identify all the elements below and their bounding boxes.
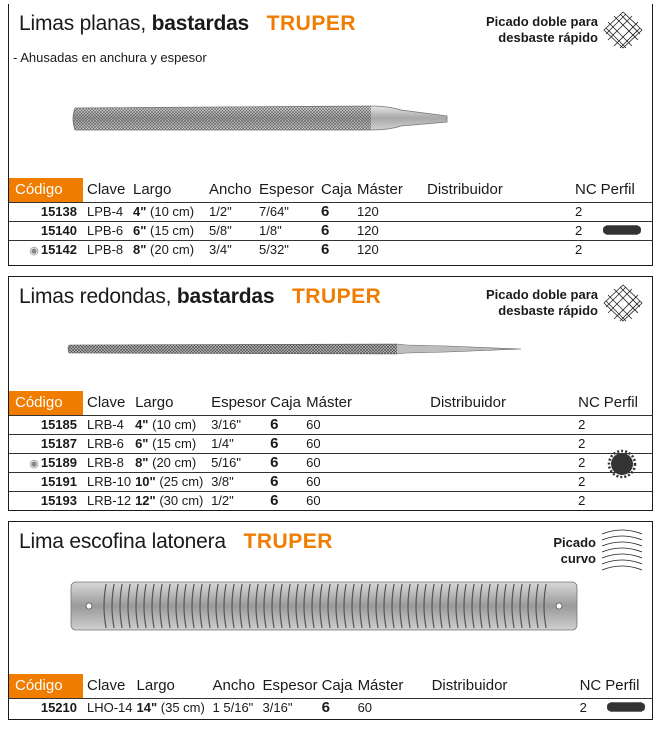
largo-cm: (30 cm) <box>159 493 204 509</box>
col-ancho: Ancho <box>209 181 252 199</box>
col-nc: NC <box>575 181 597 199</box>
clave-cell: LPB-4 <box>83 202 129 221</box>
col-perfil: Perfil <box>603 394 638 412</box>
caja-cell: 6 <box>266 434 302 453</box>
largo-in: 4" <box>133 204 147 219</box>
master-cell: 60 <box>302 491 426 510</box>
col-codigo: Código <box>9 178 83 202</box>
col-ancho: Ancho <box>212 677 256 695</box>
double-cut-pattern-icon <box>602 10 644 50</box>
largo-in: 12" <box>135 493 156 509</box>
table-row <box>9 202 652 221</box>
col-espesor: Espesor <box>262 677 318 695</box>
perfil-cell <box>597 202 652 221</box>
nc-cell: 2 <box>574 415 600 434</box>
round-profile-icon <box>607 449 637 479</box>
table-row <box>9 434 652 453</box>
clave-cell: LRB-12 <box>83 491 131 510</box>
master-cell: 60 <box>354 698 428 717</box>
clave-cell: LRB-6 <box>83 434 131 453</box>
distribuidor-cell <box>426 415 574 434</box>
section-limas-planas <box>8 4 653 266</box>
picado-line-1: Picado <box>553 535 596 550</box>
espesor-cell: 1/8" <box>255 221 317 240</box>
codigo-cell: 15185 <box>9 415 83 434</box>
caja-cell: 6 <box>317 240 353 259</box>
perfil-cell <box>600 415 652 434</box>
largo-in: 8" <box>135 455 149 470</box>
round-file-image <box>67 341 523 355</box>
col-nc: NC <box>578 394 600 412</box>
col-master: Máster <box>306 394 352 412</box>
half-round-profile-icon <box>605 702 647 712</box>
picado-line-2: desbaste rápido <box>498 303 598 318</box>
table-row <box>9 491 652 510</box>
largo-cm: (15 cm) <box>150 223 195 238</box>
col-master: Máster <box>357 181 403 199</box>
nc-cell: 2 <box>574 434 600 453</box>
eye-icon: ◉ <box>29 245 39 258</box>
clave-cell: LPB-8 <box>83 240 129 259</box>
nc-cell: 2 <box>574 491 600 510</box>
title-regular: Limas redondas, <box>19 285 172 308</box>
ancho-cell: 1/2" <box>205 202 255 221</box>
largo-cm: (10 cm) <box>150 204 195 219</box>
eye-icon: ◉ <box>29 458 39 470</box>
master-cell: 120 <box>353 240 423 259</box>
col-nc: NC <box>579 677 602 695</box>
master-cell: 60 <box>302 434 426 453</box>
master-cell: 60 <box>302 472 426 491</box>
codigo-value: 15142 <box>40 242 77 258</box>
clave-cell: LHO-14 <box>83 698 133 717</box>
table-row <box>9 240 652 259</box>
col-espesor: Espesor <box>259 181 315 199</box>
col-espesor: Espesor <box>211 394 267 412</box>
ancho-cell: 3/4" <box>205 240 255 259</box>
codigo-cell <box>9 453 83 472</box>
title-bold: bastardas <box>151 12 250 35</box>
caja-cell: 6 <box>317 202 353 221</box>
col-largo: Largo <box>133 181 172 199</box>
col-clave: Clave <box>87 181 126 199</box>
largo-cell <box>133 698 209 717</box>
espesor-cell: 1/4" <box>207 434 266 453</box>
clave-cell: LRB-10 <box>83 472 131 491</box>
col-largo: Largo <box>136 677 175 695</box>
codigo-value: 15189 <box>40 455 77 470</box>
distribuidor-cell <box>423 221 571 240</box>
distribuidor-cell <box>423 202 571 221</box>
col-distribuidor: Distribuidor <box>427 181 503 199</box>
title-regular: Limas planas, <box>19 12 146 35</box>
col-distribuidor: Distribuidor <box>430 394 506 412</box>
brand-logo: TRUPER <box>243 530 333 553</box>
espesor-cell: 3/16" <box>259 698 318 717</box>
flat-profile-icon <box>601 225 643 235</box>
table-row <box>9 415 652 434</box>
brand-logo: TRUPER <box>266 12 357 35</box>
double-cut-pattern-icon <box>602 283 644 323</box>
col-distribuidor: Distribuidor <box>431 677 508 695</box>
codigo-cell: 15187 <box>9 434 83 453</box>
caja-cell: 6 <box>317 221 353 240</box>
title-bold: bastardas <box>176 285 275 308</box>
caja-cell: 6 <box>266 453 302 472</box>
nc-cell: 2 <box>571 202 597 221</box>
nc-cell: 2 <box>571 221 597 240</box>
espesor-cell: 7/64" <box>255 202 317 221</box>
curved-cut-pattern-icon <box>600 528 644 574</box>
section-subtitle: - Ahusadas en anchura y espesor <box>13 50 207 65</box>
largo-cm: (10 cm) <box>152 417 197 432</box>
distribuidor-cell <box>426 472 574 491</box>
picado-line-2: curvo <box>560 551 596 566</box>
codigo-cell: 15191 <box>9 472 83 491</box>
perfil-cell <box>600 491 652 510</box>
largo-in: 10" <box>135 474 156 489</box>
largo-cell <box>131 472 207 491</box>
ancho-cell: 5/8" <box>205 221 255 240</box>
largo-cell <box>131 415 207 434</box>
master-cell: 120 <box>353 202 423 221</box>
product-table <box>9 674 652 717</box>
largo-cell <box>129 202 205 221</box>
table-row <box>9 221 652 240</box>
col-clave: Clave <box>87 677 126 695</box>
table-row <box>9 698 652 717</box>
largo-cell <box>129 240 205 259</box>
largo-cell <box>131 453 207 472</box>
table-row <box>9 453 652 472</box>
nc-cell: 2 <box>571 240 597 259</box>
largo-cm: (20 cm) <box>152 455 197 470</box>
largo-cell <box>131 491 207 510</box>
picado-line-1: Picado doble para <box>486 287 598 302</box>
col-clave: Clave <box>87 394 126 412</box>
caja-cell: 6 <box>266 472 302 491</box>
ancho-cell: 1 5/16" <box>209 698 259 717</box>
picado-line-2: desbaste rápido <box>498 30 598 45</box>
nc-cell: 2 <box>574 472 600 491</box>
perfil-cell <box>601 698 652 717</box>
col-master: Máster <box>357 677 404 695</box>
col-codigo: Código <box>9 391 83 415</box>
perfil-cell <box>597 221 652 240</box>
codigo-cell: 15193 <box>9 491 83 510</box>
col-perfil: Perfil <box>600 181 635 199</box>
table-row <box>9 472 652 491</box>
master-cell: 60 <box>302 415 426 434</box>
perfil-cell <box>597 240 652 259</box>
espesor-cell: 3/8" <box>207 472 266 491</box>
caja-cell: 6 <box>318 698 354 717</box>
codigo-cell: 15210 <box>9 698 83 717</box>
codigo-cell: 15138 <box>9 202 83 221</box>
rasp-file-image <box>69 580 579 632</box>
caja-cell: 6 <box>266 415 302 434</box>
nc-cell: 2 <box>574 453 600 472</box>
section-title <box>19 530 333 554</box>
largo-cell <box>131 434 207 453</box>
largo-cm: (15 cm) <box>152 436 197 451</box>
codigo-cell <box>9 240 83 259</box>
largo-cm: (35 cm) <box>160 700 205 716</box>
largo-in: 8" <box>133 242 147 258</box>
clave-cell: LPB-6 <box>83 221 129 240</box>
largo-cell <box>129 221 205 240</box>
distribuidor-cell <box>423 240 571 259</box>
distribuidor-cell <box>426 434 574 453</box>
col-caja: Caja <box>270 394 301 412</box>
brand-logo: TRUPER <box>291 285 382 308</box>
espesor-cell: 5/16" <box>207 453 266 472</box>
largo-cm: (25 cm) <box>159 474 204 489</box>
flat-file-image <box>71 100 451 136</box>
section-title <box>19 285 381 309</box>
picado-info <box>486 10 644 50</box>
largo-in: 6" <box>135 436 149 451</box>
product-table <box>9 178 652 259</box>
espesor-cell: 3/16" <box>207 415 266 434</box>
section-lima-escofina <box>8 521 653 720</box>
distribuidor-cell <box>428 698 576 717</box>
largo-in: 4" <box>135 417 149 432</box>
distribuidor-cell <box>426 453 574 472</box>
picado-line-1: Picado doble para <box>486 14 598 29</box>
clave-cell: LRB-8 <box>83 453 131 472</box>
master-cell: 60 <box>302 453 426 472</box>
picado-info <box>553 528 644 574</box>
clave-cell: LRB-4 <box>83 415 131 434</box>
section-limas-redondas <box>8 276 653 511</box>
col-caja: Caja <box>321 677 353 695</box>
espesor-cell: 1/2" <box>207 491 266 510</box>
espesor-cell: 5/32" <box>255 240 317 259</box>
col-largo: Largo <box>135 394 174 412</box>
codigo-cell: 15140 <box>9 221 83 240</box>
largo-cm: (20 cm) <box>150 242 195 258</box>
product-table <box>9 391 652 510</box>
col-perfil: Perfil <box>605 677 640 695</box>
col-codigo: Código <box>9 674 83 698</box>
picado-info <box>486 283 644 323</box>
section-title <box>19 12 356 36</box>
distribuidor-cell <box>426 491 574 510</box>
largo-in: 14" <box>136 700 158 716</box>
title-regular: Lima escofina latonera <box>19 530 226 553</box>
largo-in: 6" <box>133 223 147 238</box>
caja-cell: 6 <box>266 491 302 510</box>
master-cell: 120 <box>353 221 423 240</box>
nc-cell: 2 <box>576 698 602 717</box>
col-caja: Caja <box>321 181 352 199</box>
